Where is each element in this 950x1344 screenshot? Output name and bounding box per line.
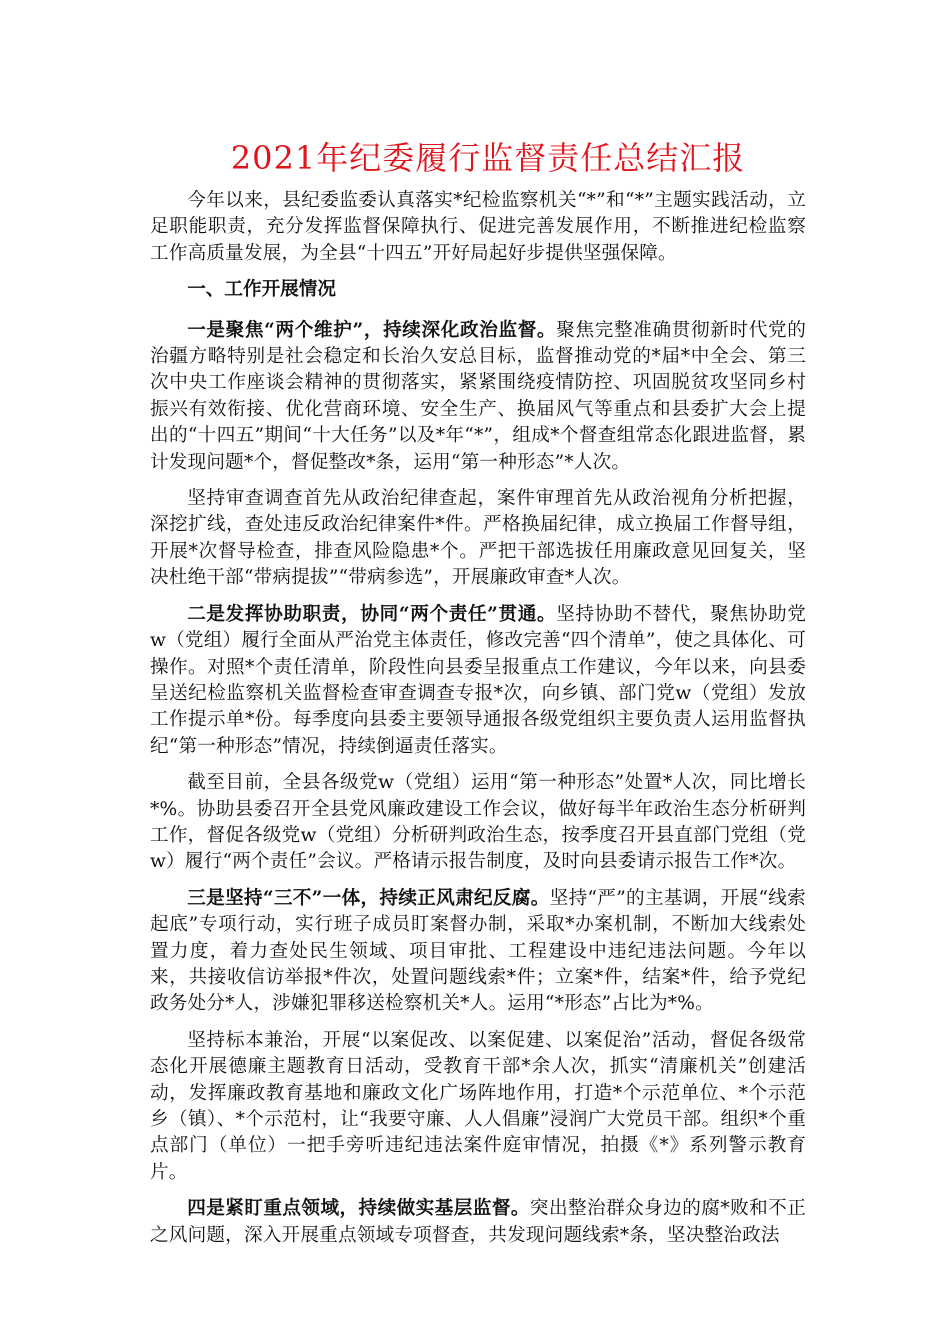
paragraph-lead: 四是紧盯重点领域，持续做实基层监督。 (187, 1198, 530, 1220)
paragraph-lead: 二是发挥协助职责，协同“两个责任”贯通。 (187, 603, 557, 625)
document-page (150, 132, 806, 1259)
paragraph-anti-corruption (150, 886, 806, 1018)
paragraph-political-supervision (150, 318, 806, 476)
paragraph-lead: 一是聚焦“两个维护”，持续深化政治监督。 (187, 319, 557, 341)
paragraph-body: 坚持“严”的主基调，开展“线索起底”专项行动，实行班子成员盯案督办制，采取*办案机制，不断加大线索处置力度，着力查处民生领域、项目审批、工程建设中违纪违法问题。今年以来，共接收信访举报*件次，处置问题线索*件；立案*件，结案*件，给予党纪政务处分*人，涉嫌犯罪移送检察机关*人。运用“*形态”占比为*%。 (150, 887, 806, 1015)
paragraph-case-review: 坚持审查调查首先从政治纪律查起，案件审理首先从政治视角分析把握，深挖扩线，查处违反政治纪律案件*件。严格换届纪律，成立换届工作督导组，开展*次督导检查，排查风险隐患*个。严把干部选拔任用廉政意见回复关，坚决杜绝干部“带病提拔”“带病参选”，开展廉政审查*人次。 (150, 488, 806, 589)
paragraph-body: 突出整治群众身边的腐*败和不正之风问题，深入开展重点领域专项督查，共发现问题线索*条，坚决整治政法 (150, 1198, 806, 1246)
paragraph-grassroots (150, 1196, 806, 1249)
paragraph-body: 坚持协助不替代，聚焦协助党w（党组）履行全面从严治党主体责任，修改完善“四个清单”，使之具体化、可操作。对照*个责任清单，阶段性向县委呈报重点工作建议，今年以来，向县委呈送纪检监察机关监督检查审查调查专报*次，向乡镇、部门党w（党组）发放工作提示单*份。每季度向县委主要领导通报各级党组织主要负责人运用监督执纪“第一种形态”情况，持续倒逼责任落实。 (150, 603, 806, 757)
section-heading: 一、工作开展情况 (187, 279, 336, 301)
paragraph-assist-duty (150, 602, 806, 760)
intro-paragraph: 今年以来，县纪委监委认真落实*纪检监察机关“*”和“*”主题实践活动，立足职能职责，充分发挥监督保障执行、促进完善发展作用，不断推进纪检监察工作高质量发展，为全县“十四五”开好局起好步提供坚强保障。 (150, 190, 806, 264)
document-title: 2021年纪委履行监督责任总结汇报 (230, 139, 746, 177)
paragraph-lead: 三是坚持“三不”一体，持续正风肃纪反腐。 (187, 887, 550, 909)
paragraph-first-form: 截至目前，全县各级党w（党组）运用“第一种形态”处置*人次，同比增长*%。协助县委召开全县党风廉政建设工作会议，做好每半年政治生态分析研判工作，督促各级党w（党组）分析研判政治生态，按季度召开县直部门党组（党w）履行“两个责任”会议。严格请示报告制度，及时向县委请示报告工作*次。 (150, 772, 806, 873)
paragraph-body: 聚焦完整准确贯彻新时代党的治疆方略特别是社会稳定和长治久安总目标，监督推动党的*届*中全会、第三次中央工作座谈会精神的贯彻落实，紧紧围绕疫情防控、巩固脱贫攻坚同乡村振兴有效衔接、优化营商环境、安全生产、换届风气等重点和县委扩大会上提出的“十四五”期间“十大任务”以及*年“*”，组成*个督查组常态化跟进监督，累计发现问题*个，督促整改*条，运用“第一种形态”*人次。 (150, 319, 806, 473)
paragraph-education: 坚持标本兼治，开展“以案促改、以案促建、以案促治”活动，督促各级常态化开展德廉主题教育日活动，受教育干部*余人次，抓实“清廉机关”创建活动，发挥廉政教育基地和廉政文化广场阵地作用，打造*个示范单位、*个示范乡（镇）、*个示范村，让“我要守廉、人人倡廉”浸润广大党员干部。组织*个重点部门（单位）一把手旁听违纪违法案件庭审情况，拍摄《*》系列警示教育片。 (150, 1029, 806, 1183)
